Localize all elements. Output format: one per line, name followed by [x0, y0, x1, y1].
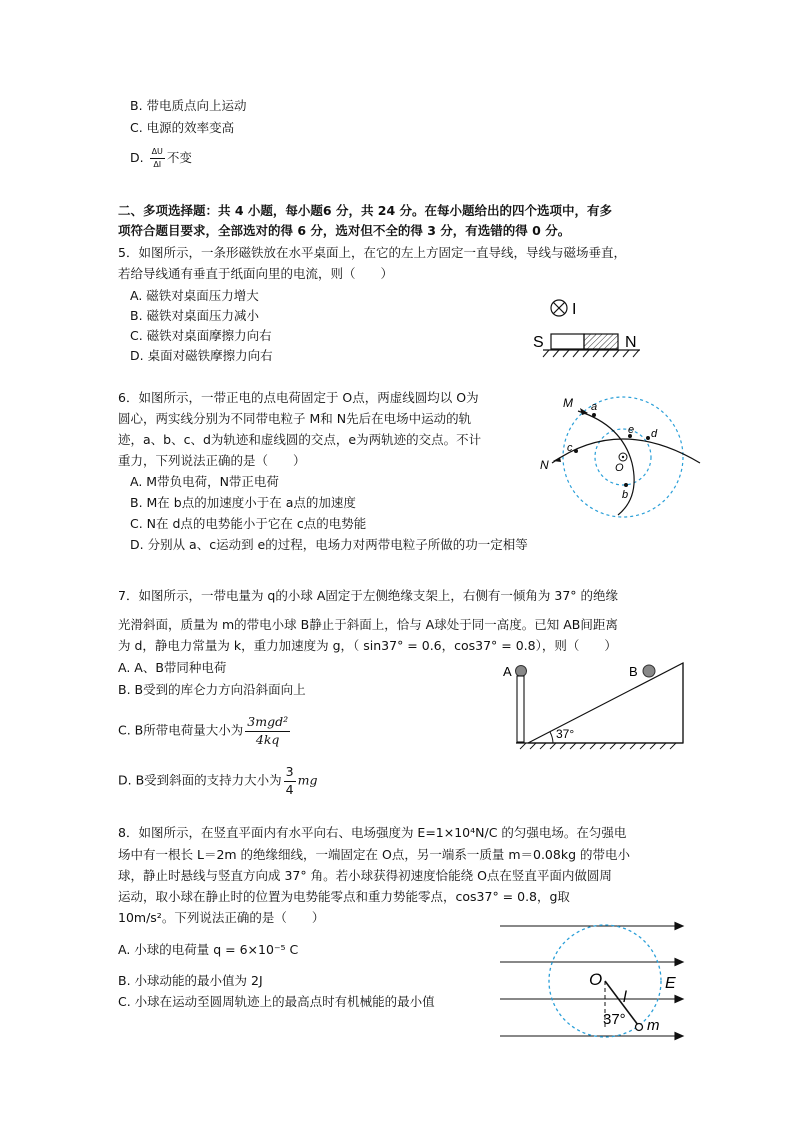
q6-stem-line4: 重力，下列说法正确的是（ ）	[118, 453, 306, 468]
angle-arc	[550, 732, 553, 743]
label-ball-a: A	[503, 664, 512, 679]
label-o: O	[589, 970, 603, 989]
frac-den: 4kq	[255, 731, 280, 747]
label-e: E	[665, 975, 676, 992]
q7-support-fraction	[284, 766, 296, 796]
q8-field-figure	[497, 918, 689, 1043]
frac-den: 4	[285, 781, 294, 797]
label-c: c	[567, 442, 573, 454]
current-label: I	[572, 301, 577, 318]
option-d-suffix: 不变	[166, 150, 192, 165]
q7-option-c	[118, 716, 292, 746]
q7-option-a: A. A、B带同种电荷	[118, 660, 227, 675]
frac-den: ΔI	[153, 160, 162, 169]
q6-option-d: D. 分别从 a、c运动到 e的过程，电场力对两带电粒子所做的功一定相等	[130, 537, 528, 552]
label-e: e	[628, 424, 635, 436]
q7-charge-fraction	[245, 716, 290, 746]
q7-incline-figure	[498, 658, 698, 750]
q5-magnet-figure	[525, 292, 655, 362]
point-c	[574, 449, 578, 453]
q8-option-c: C. 小球在运动至圆周轨迹上的最高点时有机械能的最小值	[118, 994, 435, 1009]
magnet-left-half	[551, 334, 584, 349]
q6-option-b: B. M在 b点的加速度小于在 a点的加速度	[130, 495, 356, 510]
q7-option-d	[118, 766, 317, 796]
label-b: b	[622, 489, 629, 501]
current-into-page-icon	[551, 300, 567, 316]
q8-stem-line4: 运动，取小球在静止时的位置为电势能零点和重力势能零点，cos37° = 0.8，g取	[118, 889, 570, 904]
label-ball-b: B	[629, 664, 638, 679]
ball-b	[643, 665, 655, 677]
q8-stem-line3: 球，静止时悬线与竖直方向成 37° 角。若小球获得初速度恰能绕 O点在竖直平面内做圆周	[118, 868, 612, 883]
label-angle: 37°	[556, 727, 575, 741]
label-angle: 37°	[603, 1011, 626, 1028]
q8-stem-line5: 10m/s²。下列说法正确的是（ ）	[118, 910, 325, 925]
q8-option-a: A. 小球的电荷量 q = 6×10⁻⁵ C	[118, 942, 299, 957]
q7-option-d-suffix: mg	[297, 772, 318, 788]
south-pole-label: S	[533, 334, 544, 351]
q5-option-a: A. 磁铁对桌面压力增大	[130, 288, 259, 303]
label-o: O	[615, 462, 624, 474]
q6-option-c: C. N在 d点的电势能小于它在 c点的电势能	[130, 516, 367, 531]
label-n: N	[540, 458, 549, 472]
option-b: B. 带电质点向上运动	[130, 98, 247, 113]
point-a	[592, 413, 596, 417]
label-m: m	[647, 1017, 660, 1034]
frac-num: 3mgd²	[245, 716, 290, 732]
q7-stem-line2: 光滑斜面，质量为 m的带电小球 B静止于斜面上，恰与 A球处于同一高度。已知 AB间距离	[118, 617, 618, 632]
label-m: M	[563, 396, 573, 410]
frac-num: ΔU	[150, 148, 165, 159]
section-heading-line2: 项符合题目要求，全部选对的得 6 分，选对但不全的得 3 分，有选错的得 0 分。	[118, 223, 571, 238]
q8-option-b: B. 小球动能的最小值为 2J	[118, 973, 263, 988]
option-c: C. 电源的效率变高	[130, 120, 235, 135]
q6-option-a: A. M带负电荷，N带正电荷	[130, 474, 279, 489]
q5-stem-line1: 5．如图所示，一条形磁铁放在水平桌面上，在它的左上方固定一直导线，导线与磁场垂直，	[118, 245, 626, 260]
magnet-right-half	[584, 334, 618, 349]
option-d-prefix: D.	[130, 150, 148, 165]
frac-num: 3	[284, 766, 296, 782]
q8-stem-line2: 场中有一根长 L＝2m 的绝缘细线，一端固定在 O点，另一端系一质量 m＝0.08kg 的带电小	[118, 847, 630, 862]
label-a: a	[591, 401, 598, 413]
label-d: d	[651, 428, 658, 440]
insulating-stand	[517, 676, 524, 742]
point-b	[624, 483, 628, 487]
q5-option-b: B. 磁铁对桌面压力减小	[130, 308, 260, 323]
q6-stem-line1: 6．如图所示，一带正电的点电荷固定于 O点，两虚线圆均以 O为	[118, 390, 479, 405]
q7-option-b: B. B受到的库仑力方向沿斜面向上	[118, 682, 306, 697]
ball-a	[516, 666, 527, 677]
delta-u-over-delta-i	[150, 148, 165, 169]
table-hatching	[543, 350, 639, 357]
q6-stem-line3: 迹，a、b、c、d为轨迹和虚线圆的交点，e为两轨迹的交点。不计	[118, 432, 482, 447]
north-pole-label: N	[625, 334, 637, 351]
q7-option-c-prefix: C. B所带电荷量大小为	[118, 722, 244, 738]
incline-triangle	[528, 663, 683, 743]
charged-ball	[636, 1024, 643, 1031]
ground-hatching	[520, 743, 676, 749]
q7-option-d-prefix: D. B受到斜面的支持力大小为	[118, 772, 282, 788]
q8-stem-line1: 8．如图所示，在竖直平面内有水平向右、电场强度为 E=1×10⁴N/C 的匀强电场。在匀强电	[118, 825, 627, 840]
label-l: l	[623, 989, 627, 1006]
q5-stem-line2: 若给导线通有垂直于纸面向里的电流，则（ ）	[118, 266, 394, 281]
q7-stem-line1: 7．如图所示，一带电量为 q的小球 A固定于左侧绝缘支架上，右侧有一倾角为 37° 的绝缘	[118, 588, 618, 603]
q6-stem-line2: 圆心，两实线分别为不同带电粒子 M和 N先后在电场中运动的轨	[118, 411, 472, 426]
q5-option-c: C. 磁铁对桌面摩擦力向右	[130, 328, 272, 343]
q7-stem-line3: 为 d，静电力常量为 k，重力加速度为 g，（ sin37° = 0.6，cos37° = 0.8），则（ ）	[118, 638, 617, 653]
charge-o-dot	[622, 456, 624, 458]
option-d	[130, 148, 192, 169]
section-heading-line1: 二、多项选择题：共 4 小题，每小题6 分，共 24 分。在每小题给出的四个选项中，有多	[118, 203, 613, 218]
q5-option-d: D. 桌面对磁铁摩擦力向右	[130, 348, 273, 363]
q6-trajectory-figure	[530, 385, 710, 525]
point-d	[646, 436, 650, 440]
